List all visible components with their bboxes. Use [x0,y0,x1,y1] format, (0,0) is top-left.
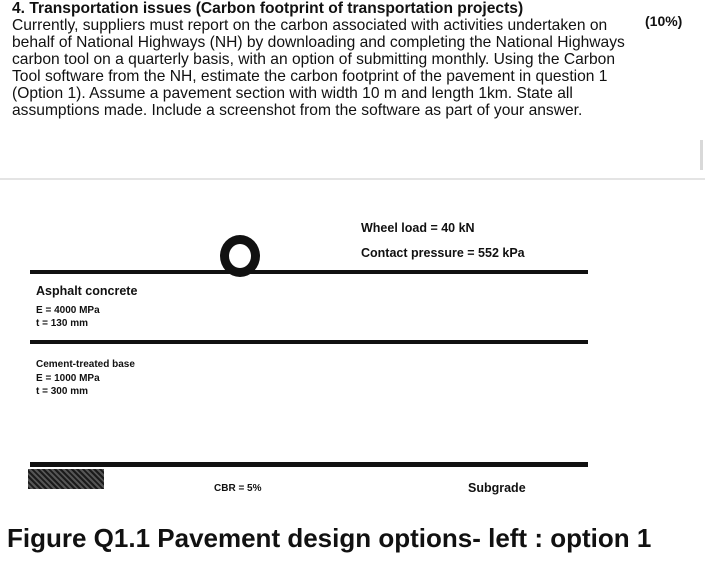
pavement-figure [0,180,705,510]
cbr-label: CBR = 5% [214,483,262,494]
question-marks: (10%) [645,13,683,29]
surface-line [30,270,588,274]
question-body-line: Currently, suppliers must report on the carbon associated with activities undertaken on [12,17,608,34]
layer-base-name: Cement-treated base [36,359,135,370]
subgrade-hatch [28,469,104,489]
layer-asphalt-thickness: t = 130 mm [36,318,88,329]
layer-asphalt-name: Asphalt concrete [36,284,138,298]
contact-pressure-label: Contact pressure = 552 kPa [361,246,525,260]
layer-base-modulus: E = 1000 MPa [36,373,100,384]
asphalt-base-interface [30,340,588,344]
question-body-line: Tool software from the NH, estimate the carbon footprint of the pavement in question 1 [12,68,608,85]
subgrade-label: Subgrade [468,481,526,495]
question-body-line: (Option 1). Assume a pavement section with width 10 m and length 1km. State all [12,85,573,102]
question-body-line: assumptions made. Include a screenshot from the software as part of your answer. [12,102,583,119]
question-body-line: behalf of National Highways (NH) by downloading and completing the National Highways [12,34,625,51]
base-subgrade-interface [30,462,588,467]
layer-asphalt-modulus: E = 4000 MPa [36,305,100,316]
wheel-load-label: Wheel load = 40 kN [361,221,475,235]
figure-caption: Figure Q1.1 Pavement design options- left : option 1 [7,523,652,553]
layer-base-thickness: t = 300 mm [36,386,88,397]
page-edge-mark [700,140,703,170]
question-body-line: carbon tool on a quarterly basis, with an option of submitting monthly. Using the Carbon [12,51,616,68]
question-title: 4. Transportation issues (Carbon footprint of transportation projects) [12,0,524,17]
